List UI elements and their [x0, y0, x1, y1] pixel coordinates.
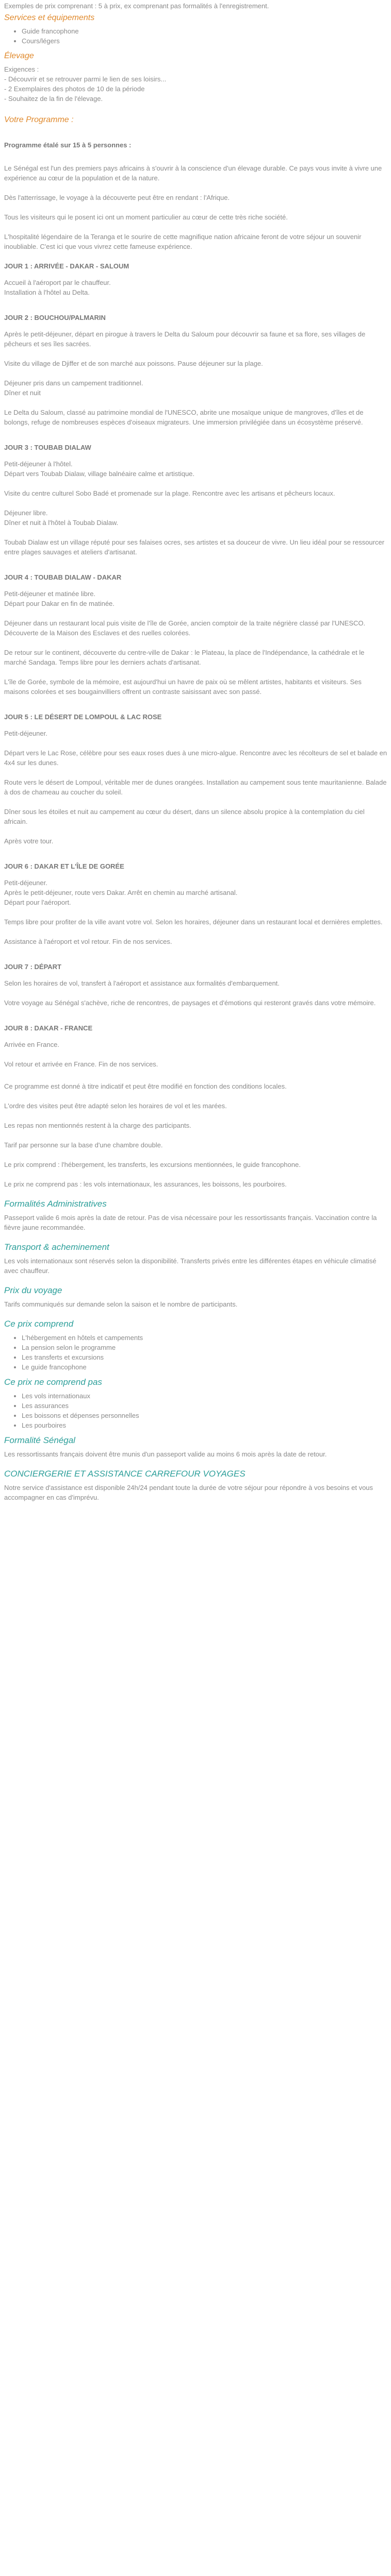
day-line: Départ pour Dakar en fin de matinée.	[4, 600, 115, 607]
paragraph: Le prix comprend : l'hébergement, les transferts, les excursions mentionnées, le guide francophone.	[4, 1161, 301, 1168]
paragraph: Après le petit-déjeuner, départ en pirogue à travers le Delta du Saloum pour découvrir sa faune et sa flore, ses villages de pêcheurs et ses îles sacrées.	[4, 330, 366, 348]
day-lines	[4, 878, 388, 907]
day-title: JOUR 4 : TOUBAB DIALAW - DAKAR	[4, 573, 122, 581]
notes-block	[4, 1081, 388, 1130]
paragraph: Le Delta du Saloum, classé au patrimoine mondial de l'UNESCO, abrite une mosaïque unique de mangroves, d'îles et de bolongs, refuge de nombreuses espèces d'oiseaux migrateurs. Une immersion privilégiée dans un écosystème préservé.	[4, 409, 364, 426]
paragraph: Toubab Dialaw est un village réputé pour ses falaises ocres, ses artistes et sa douceur de vivre. Un lieu idéal pour se ressourcer entre plages sauvages et ateliers d'artisanat.	[4, 538, 385, 556]
day-line: Petit-déjeuner à l'hôtel.	[4, 460, 73, 468]
paragraph: Les ressortissants français doivent être munis d'un passeport valide au moins 6 mois après la date de retour.	[4, 1450, 327, 1458]
eleve-line: - Souhaitez de la fin de l'élevage.	[4, 95, 103, 103]
eleve-line: - 2 Exemplaires des photos de 10 de la période	[4, 85, 145, 93]
day-title: JOUR 3 : TOUBAB DIALAW	[4, 444, 91, 451]
paragraph: Notre service d'assistance est disponible 24h/24 pendant toute la durée de votre séjour pour répondre à vos besoins et vous accompagner en cas d'imprévu.	[4, 1484, 373, 1501]
paragraph: L'île de Gorée, symbole de la mémoire, est aujourd'hui un havre de paix où se mêlent artistes, habitants et visiteurs. Ses maisons colorées et ses bougainvilliers offrent un contraste saisissant avec son passé.	[4, 678, 362, 696]
paragraph: De retour sur le continent, découverte du centre-ville de Dakar : le Plateau, la place de l'Indépendance, la cathédrale et le marché Sandaga. Temps libre pour les derniers achats d'artisanat.	[4, 649, 365, 666]
prices-heading: Prix du voyage	[4, 1285, 62, 1295]
paragraph: Selon les horaires de vol, transfert à l'aéroport et assistance aux formalités d'embarquement.	[4, 979, 280, 987]
list-item: • Les assurances	[22, 1401, 388, 1411]
paragraph: Temps libre pour profiter de la ville avant votre vol. Selon les horaires, déjeuner dans un restaurant local et dernières emplettes.	[4, 918, 383, 926]
day-title: JOUR 1 : ARRIVÉE - DAKAR - SALOUM	[4, 262, 129, 270]
day-line: Petit-déjeuner et matinée libre.	[4, 590, 96, 598]
documents-heading: Formalités Administratives	[4, 1199, 107, 1209]
eleve-lines	[4, 64, 388, 104]
eleve-line: - Découvrir et se retrouver parmi le lien de ses loisirs...	[4, 75, 167, 83]
paragraph: Tous les visiteurs qui le posent ici ont un moment particulier au cœur de cette très riche société.	[4, 213, 288, 221]
list-item: • Les vols internationaux	[22, 1391, 388, 1401]
day-line: Départ vers Toubab Dialaw, village balnéaire calme et artistique.	[4, 470, 195, 478]
day-title: JOUR 5 : LE DÉSERT DE LOMPOUL & LAC ROSE	[4, 713, 162, 721]
program-title: Votre Programme :	[4, 115, 74, 124]
paragraph: Vol retour et arrivée en France. Fin de nos services.	[4, 1060, 158, 1068]
paragraph: Tarifs communiqués sur demande selon la saison et le nombre de participants.	[4, 1300, 238, 1308]
day-line: Installation à l'hôtel au Delta.	[4, 289, 90, 296]
paragraph: Les repas non mentionnés restent à la charge des participants.	[4, 1122, 191, 1129]
list-item: • L'hébergement en hôtels et campements	[22, 1333, 388, 1343]
day-line: Déjeuner libre.	[4, 509, 48, 517]
services-list	[4, 26, 388, 46]
list-item: • Les transferts et excursions	[22, 1352, 388, 1362]
program-label: Programme étalé sur 15 à 5 personnes :	[4, 141, 132, 149]
paragraph: Visite du village de Djiffer et de son marché aux poissons. Pause déjeuner sur la plage.	[4, 360, 263, 367]
excluded-heading: Ce prix ne comprend pas	[4, 1377, 102, 1387]
paragraph: Dès l'atterrissage, le voyage à la découverte peut être en rendant : l'Afrique.	[4, 194, 230, 201]
day-line: Après le petit-déjeuner, route vers Dakar. Arrêt en chemin au marché artisanal.	[4, 889, 238, 896]
concierge-heading: CONCIERGERIE ET ASSISTANCE CARREFOUR VOYAGES	[4, 1469, 246, 1479]
day-line: Petit-déjeuner.	[4, 879, 47, 887]
list-item: • Les boissons et dépenses personnelles	[22, 1411, 388, 1420]
paragraph: Passeport valide 6 mois après la date de retour. Pas de visa nécessaire pour les ressortissants français. Vaccination contre la fièvre jaune recommandée.	[4, 1214, 377, 1231]
day-lines	[4, 378, 388, 398]
eleve-line: Exigences :	[4, 65, 39, 73]
paragraph: Visite du centre culturel Sobo Badé et promenade sur la plage. Rencontre avec les artisans et pêcheurs locaux.	[4, 489, 335, 497]
day-line: Dîner et nuit	[4, 389, 41, 397]
paragraph: L'ordre des visites peut être adapté selon les horaires de vol et les marées.	[4, 1102, 227, 1110]
paragraph: Dîner sous les étoiles et nuit au campement au cœur du désert, dans un silence absolu propice à la contemplation du ciel africain.	[4, 808, 365, 825]
day-lines	[4, 1040, 388, 1049]
paragraph: Ce programme est donné à titre indicatif et peut être modifié en fonction des conditions locales.	[4, 1082, 287, 1090]
services-heading: Services et équipements	[4, 13, 95, 22]
day-line: Départ pour l'aéroport.	[4, 899, 71, 906]
list-item: • Les pourboires	[22, 1420, 388, 1430]
list-item: • Le guide francophone	[22, 1362, 388, 1372]
paragraph: Tarif par personne sur la base d'une chambre double.	[4, 1141, 163, 1149]
eleve-heading: Élevage	[4, 52, 34, 60]
day-line: Petit-déjeuner.	[4, 730, 47, 737]
day-lines	[4, 589, 388, 608]
day-lines	[4, 728, 388, 738]
list-item: • Cours/légers	[22, 36, 388, 46]
paragraph: Le Sénégal est l'un des premiers pays africains à s'ouvrir à la conscience d'un élevage durable. Ce pays vous invite à vivre une expérience au cœur de la population et de la nature.	[4, 164, 382, 182]
formalities-heading: Formalité Sénégal	[4, 1435, 75, 1445]
paragraph: Route vers le désert de Lompoul, véritable mer de dunes orangées. Installation au campement sous tente mauritanienne. Balade à dos de chameau au coucher du soleil.	[4, 778, 387, 796]
included-list	[4, 1333, 388, 1372]
paragraph: L'hospitalité légendaire de la Teranga et le sourire de cette magnifique nation africaine feront de votre séjour un souvenir inoubliable. C'est ici que vous vivrez cette fameuse expérience.	[4, 233, 362, 250]
day-line: Déjeuner pris dans un campement traditionnel.	[4, 379, 143, 387]
day-title: JOUR 8 : DAKAR - FRANCE	[4, 1024, 93, 1032]
day-title: JOUR 2 : BOUCHOU/PALMARIN	[4, 314, 106, 321]
day-line: Arrivée en France.	[4, 1041, 59, 1048]
paragraph: Le prix ne comprend pas : les vols internationaux, les assurances, les boissons, les pourboires.	[4, 1180, 287, 1188]
list-item: • La pension selon le programme	[22, 1343, 388, 1352]
day-title: JOUR 6 : DAKAR ET L'ÎLE DE GORÉE	[4, 862, 124, 870]
day-line: Accueil à l'aéroport par le chauffeur.	[4, 279, 111, 286]
day-lines	[4, 459, 388, 479]
paragraph: Déjeuner dans un restaurant local puis visite de l'île de Gorée, ancien comptoir de la traite négrière classé par l'UNESCO. Découverte de la Maison des Esclaves et des ruelles colorées.	[4, 619, 366, 637]
paragraph: Assistance à l'aéroport et vol retour. Fin de nos services.	[4, 938, 172, 945]
day-lines	[4, 278, 388, 297]
day-lines	[4, 508, 388, 528]
practical-block	[4, 1140, 388, 1189]
paragraph: Les vols internationaux sont réservés selon la disponibilité. Transferts privés entre les différentes étapes en véhicule climatisé avec chauffeur.	[4, 1257, 377, 1275]
included-heading: Ce prix comprend	[4, 1319, 74, 1329]
intro-line: Exemples de prix comprenant : 5 à prix, ex comprenant pas formalités à l'enregistrement.	[4, 2, 269, 10]
excluded-list	[4, 1391, 388, 1430]
list-item: • Guide francophone	[22, 26, 388, 36]
paragraph: Après votre tour.	[4, 837, 54, 845]
paragraph: Départ vers le Lac Rose, célèbre pour ses eaux roses dues à une micro-algue. Rencontre avec les récolteurs de sel et balade en 4x4 sur les dunes.	[4, 749, 387, 767]
day-line: Dîner et nuit à l'hôtel à Toubab Dialaw.	[4, 519, 119, 527]
day-title: JOUR 7 : DÉPART	[4, 963, 61, 971]
paragraph: Votre voyage au Sénégal s'achève, riche de rencontres, de paysages et d'émotions qui resteront gravés dans votre mémoire.	[4, 999, 376, 1007]
transport-heading: Transport & acheminement	[4, 1242, 109, 1252]
